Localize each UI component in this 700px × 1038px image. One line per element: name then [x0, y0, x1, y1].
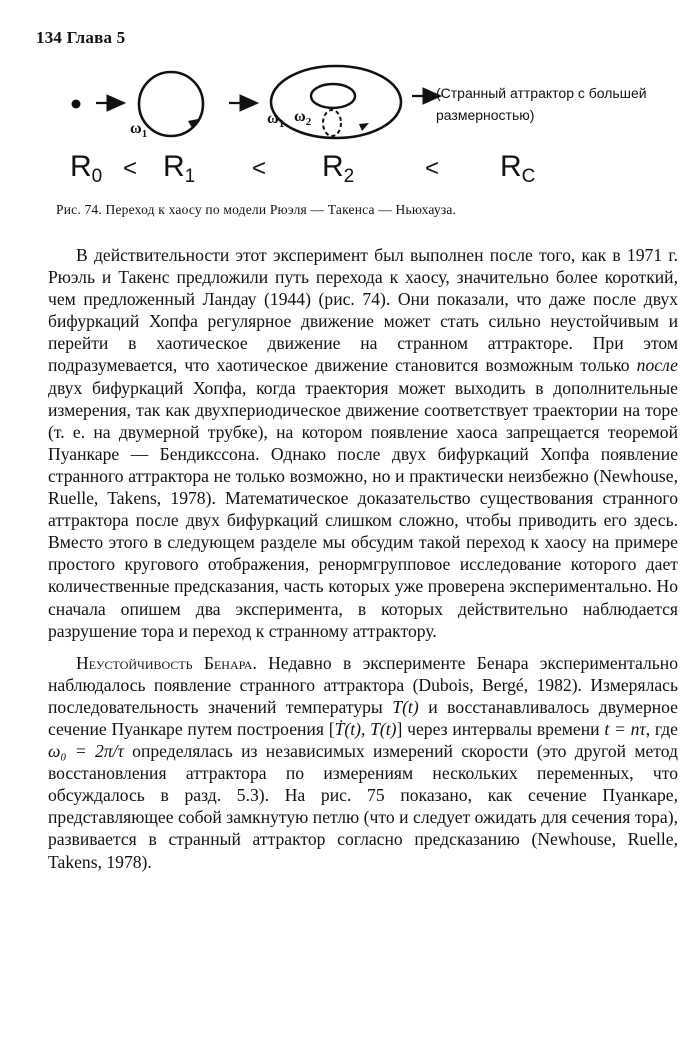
- paragraph-1: В действительности этот эксперимент был выполнен после того, как в 1971 г. Рюэль и Такенс предложили путь перехода к хаосу, значительно более короткий, чем предложенный Ландау (1944) (рис. 74). Они показали, что даже после двух бифуркаций Хопфа регулярное движение может стать сильно неустойчивым и перейти в хаотическое движение на странном аттракторе. При этом подразумевается, что хаотическое движение становится возможным только после двух бифуркаций Хопфа, когда траектория может выходить в дополнительные измерения, так как двухпериодическое движение соответствует траектории на торе (т. е. на двумерной трубке), на котором появление хаоса запрещается теоремой Пуанкаре — Бендикссона. Однако после двух бифуркаций Хопфа появление странного аттрактора не только возможно, но и практически неизбежно (Newhouse, Ruelle, Takens, 1978). Математическое доказательство существования странного аттрактора после двух бифуркаций слишком сложно, чтобы приводить его здесь. Вместо этого в следующем разделе мы обсудим такой переход к хаосу на примере простого кругового отображения, ренормгрупповое исследование которого дает количественные предсказания, часть которых уже проверена экспериментально. Но сначала опишем два эксперимента, в которых действительно наблюдается разрушение тора и переход к странному аттрактору.: [48, 245, 678, 641]
- fixed-point: [72, 100, 81, 109]
- torus-outer: [271, 66, 401, 138]
- omega2-label: $\omega_2$: [294, 108, 312, 129]
- limit-cycle: [139, 72, 203, 136]
- torus-section: [323, 110, 341, 136]
- less-than-3: <: [425, 155, 440, 182]
- strange-attractor-note: (Странный аттрактор с большей размерностью): [436, 85, 647, 123]
- torus-hole: [311, 84, 355, 108]
- label-r2: $R_2$: [322, 150, 355, 187]
- less-than-1: <: [123, 155, 138, 182]
- label-rc: $R_C$: [500, 150, 536, 187]
- chapter-title: Глава 5: [66, 28, 126, 47]
- page-number: 134: [36, 28, 63, 47]
- section-heading-benard: Неустойчивость Бенара.: [76, 652, 257, 673]
- figure-74: [0, 0, 700, 217]
- body-text: [48, 244, 678, 873]
- label-r1: $R_1$: [163, 150, 196, 187]
- label-r0: $R_0$: [70, 150, 103, 187]
- omega1-label: $\omega_1$: [130, 120, 148, 141]
- paragraph-2: Неустойчивость Бенара. Недавно в эксперименте Бенара экспериментально наблюдалось появление странного аттрактора (Dubois, Bergé, 1982). Измерялась последовательность значений температуры T(t) и восстанавливалось двумерное сечение Пуанкаре путем построения [Ṫ(t), T(t)] через интервалы времени t = nτ, где ω₀ = 2π/τ определялась из независимых измерений скорости (это другой метод восстановления аттрактора по измерениям нескольких переменных, что обсуждалось в разд. 5.3). На рис. 75 показано, как сечение Пуанкаре, представляющее собой замкнутую петлю (что и следует ожидать для сечения тора), развивается в странный аттрактор согласно предсказанию (Newhouse, Ruelle, Takens, 1978).: [48, 652, 678, 872]
- emphasis-posle: после: [636, 355, 678, 376]
- less-than-2: <: [252, 155, 267, 182]
- omega1-torus-label: $\omega_1$: [267, 110, 285, 131]
- figure-caption: Рис. 74. Переход к хаосу по модели Рюэля — Такенса — Ньюхауза.: [56, 202, 457, 217]
